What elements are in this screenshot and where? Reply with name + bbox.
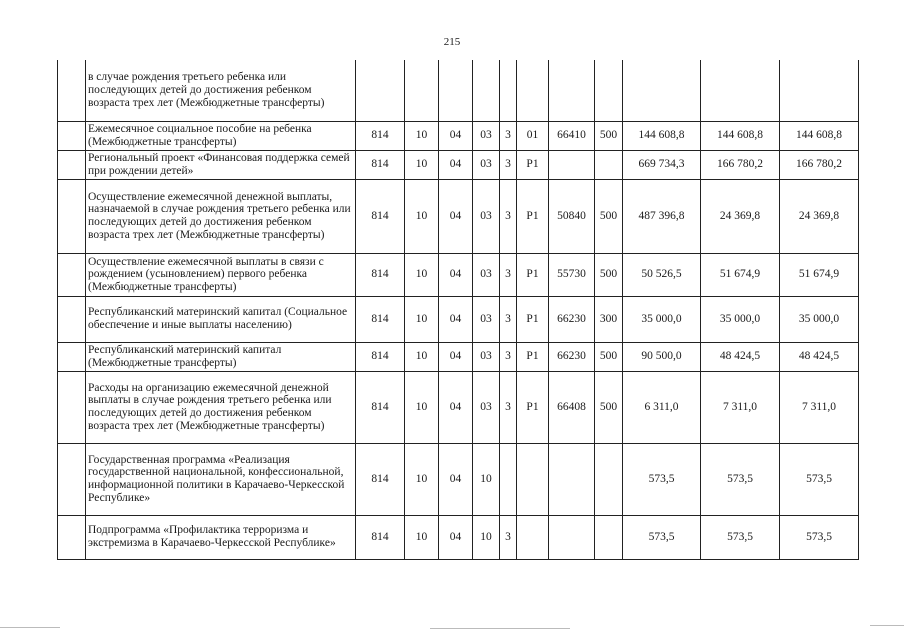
row-number-cell: [58, 60, 86, 121]
table-body: [58, 60, 859, 559]
expense-name-cell: Осуществление ежемесячной денежной выплаты, назначаемой в случае рождения третьего ребенка или последующих детей до достижения ребенком возраста трех лет (Межбюджетные трансферты): [86, 179, 356, 253]
code-cs-project-cell: P1: [517, 296, 549, 342]
code-rz-cell: 10: [405, 179, 439, 253]
code-cs-program-cell: 03: [473, 296, 500, 342]
code-cs-program-cell: 03: [473, 179, 500, 253]
code-cs-direction-cell: [549, 150, 595, 179]
code-cs-project-cell: [517, 60, 549, 121]
table-row: [58, 515, 859, 559]
row-number-cell: [58, 296, 86, 342]
expense-name-cell: Региональный проект «Финансовая поддержка семей при рождении детей»: [86, 150, 356, 179]
amount-year-2-cell: 35 000,0: [701, 296, 780, 342]
code-cs-direction-cell: 66230: [549, 342, 595, 371]
code-cs-project-cell: [517, 515, 549, 559]
code-gr-cell: 814: [356, 342, 405, 371]
expense-name-cell: в случае рождения третьего ребенка или последующих детей до достижения ребенком возраста трех лет (Межбюджетные трансферты): [86, 60, 356, 121]
code-cs-direction-cell: [549, 60, 595, 121]
table-row: [58, 179, 859, 253]
table-row: [58, 342, 859, 371]
scan-edge-line: [430, 628, 570, 629]
code-cs-subprogram-cell: 3: [500, 121, 517, 150]
code-pr-cell: 04: [439, 296, 473, 342]
code-rz-cell: 10: [405, 371, 439, 443]
code-cs-project-cell: P1: [517, 342, 549, 371]
code-gr-cell: 814: [356, 371, 405, 443]
page-number: 215: [443, 36, 461, 48]
amount-year-2-cell: 573,5: [701, 515, 780, 559]
row-number-cell: [58, 253, 86, 296]
expense-name-cell: Ежемесячное социальное пособие на ребенка (Межбюджетные трансферты): [86, 121, 356, 150]
amount-year-1-cell: 6 311,0: [623, 371, 701, 443]
code-rz-cell: 10: [405, 253, 439, 296]
code-cs-direction-cell: [549, 443, 595, 515]
amount-year-1-cell: 669 734,3: [623, 150, 701, 179]
row-number-cell: [58, 121, 86, 150]
scan-edge-line: [0, 627, 60, 628]
code-pr-cell: 04: [439, 121, 473, 150]
amount-year-2-cell: 166 780,2: [701, 150, 780, 179]
row-number-cell: [58, 443, 86, 515]
code-cs-program-cell: 03: [473, 371, 500, 443]
code-cs-subprogram-cell: [500, 443, 517, 515]
amount-year-3-cell: 48 424,5: [780, 342, 859, 371]
code-cs-direction-cell: 66410: [549, 121, 595, 150]
code-rz-cell: 10: [405, 121, 439, 150]
code-vr-cell: [595, 150, 623, 179]
row-number-cell: [58, 179, 86, 253]
amount-year-2-cell: 573,5: [701, 443, 780, 515]
code-pr-cell: 04: [439, 179, 473, 253]
code-pr-cell: 04: [439, 150, 473, 179]
code-cs-direction-cell: 66230: [549, 296, 595, 342]
code-cs-project-cell: 01: [517, 121, 549, 150]
amount-year-1-cell: 573,5: [623, 515, 701, 559]
code-cs-subprogram-cell: 3: [500, 150, 517, 179]
code-gr-cell: 814: [356, 253, 405, 296]
code-vr-cell: 500: [595, 371, 623, 443]
code-cs-program-cell: [473, 60, 500, 121]
table-row: [58, 253, 859, 296]
code-cs-program-cell: 03: [473, 150, 500, 179]
scan-edge-line: [870, 625, 904, 626]
amount-year-3-cell: 24 369,8: [780, 179, 859, 253]
row-number-cell: [58, 515, 86, 559]
code-rz-cell: 10: [405, 150, 439, 179]
code-vr-cell: [595, 515, 623, 559]
code-pr-cell: 04: [439, 515, 473, 559]
code-cs-program-cell: 03: [473, 121, 500, 150]
code-rz-cell: 10: [405, 342, 439, 371]
code-cs-direction-cell: 55730: [549, 253, 595, 296]
amount-year-3-cell: [780, 60, 859, 121]
expense-name-cell: Республиканский материнский капитал (Социальное обеспечение и иные выплаты населению): [86, 296, 356, 342]
table-row: [58, 371, 859, 443]
amount-year-3-cell: 144 608,8: [780, 121, 859, 150]
code-cs-project-cell: P1: [517, 371, 549, 443]
row-number-cell: [58, 342, 86, 371]
code-gr-cell: [356, 60, 405, 121]
code-vr-cell: 500: [595, 253, 623, 296]
amount-year-2-cell: 7 311,0: [701, 371, 780, 443]
amount-year-3-cell: 51 674,9: [780, 253, 859, 296]
code-cs-subprogram-cell: 3: [500, 342, 517, 371]
code-cs-subprogram-cell: 3: [500, 179, 517, 253]
code-vr-cell: 300: [595, 296, 623, 342]
amount-year-1-cell: 50 526,5: [623, 253, 701, 296]
amount-year-1-cell: 90 500,0: [623, 342, 701, 371]
amount-year-3-cell: 35 000,0: [780, 296, 859, 342]
amount-year-1-cell: 35 000,0: [623, 296, 701, 342]
code-pr-cell: 04: [439, 371, 473, 443]
amount-year-2-cell: 51 674,9: [701, 253, 780, 296]
amount-year-2-cell: 48 424,5: [701, 342, 780, 371]
code-vr-cell: [595, 443, 623, 515]
amount-year-2-cell: [701, 60, 780, 121]
code-gr-cell: 814: [356, 150, 405, 179]
amount-year-2-cell: 24 369,8: [701, 179, 780, 253]
expense-name-cell: Подпрограмма «Профилактика терроризма и экстремизма в Карачаево-Черкесской Республике»: [86, 515, 356, 559]
amount-year-3-cell: 573,5: [780, 515, 859, 559]
code-cs-project-cell: P1: [517, 253, 549, 296]
code-cs-program-cell: 03: [473, 253, 500, 296]
code-cs-program-cell: 03: [473, 342, 500, 371]
code-gr-cell: 814: [356, 443, 405, 515]
code-vr-cell: [595, 60, 623, 121]
code-cs-project-cell: P1: [517, 150, 549, 179]
code-pr-cell: [439, 60, 473, 121]
code-cs-direction-cell: 50840: [549, 179, 595, 253]
code-cs-project-cell: [517, 443, 549, 515]
table-row: [58, 443, 859, 515]
code-rz-cell: 10: [405, 296, 439, 342]
expense-name-cell: Осуществление ежемесячной выплаты в связи с рождением (усыновлением) первого ребенка (Межбюджетные трансферты): [86, 253, 356, 296]
amount-year-3-cell: 7 311,0: [780, 371, 859, 443]
code-gr-cell: 814: [356, 121, 405, 150]
amount-year-1-cell: [623, 60, 701, 121]
code-cs-direction-cell: 66408: [549, 371, 595, 443]
row-number-cell: [58, 371, 86, 443]
table-row: [58, 150, 859, 179]
code-rz-cell: 10: [405, 443, 439, 515]
table-row: [58, 60, 859, 121]
code-cs-project-cell: P1: [517, 179, 549, 253]
code-rz-cell: [405, 60, 439, 121]
code-cs-subprogram-cell: 3: [500, 253, 517, 296]
budget-table: [57, 60, 859, 560]
code-cs-subprogram-cell: [500, 60, 517, 121]
code-gr-cell: 814: [356, 515, 405, 559]
code-pr-cell: 04: [439, 342, 473, 371]
code-vr-cell: 500: [595, 179, 623, 253]
code-rz-cell: 10: [405, 515, 439, 559]
code-vr-cell: 500: [595, 342, 623, 371]
code-cs-subprogram-cell: 3: [500, 296, 517, 342]
table-row: [58, 296, 859, 342]
expense-name-cell: Республиканский материнский капитал (Межбюджетные трансферты): [86, 342, 356, 371]
code-cs-subprogram-cell: 3: [500, 515, 517, 559]
amount-year-2-cell: 144 608,8: [701, 121, 780, 150]
code-gr-cell: 814: [356, 179, 405, 253]
row-number-cell: [58, 150, 86, 179]
code-cs-program-cell: 10: [473, 515, 500, 559]
code-cs-program-cell: 10: [473, 443, 500, 515]
expense-name-cell: Расходы на организацию ежемесячной денежной выплаты в случае рождения третьего ребенка или последующих детей до достижения ребенком возраста трех лет (Межбюджетные трансферты): [86, 371, 356, 443]
amount-year-3-cell: 166 780,2: [780, 150, 859, 179]
code-cs-direction-cell: [549, 515, 595, 559]
expense-name-cell: Государственная программа «Реализация государственной национальной, конфессиональной, информационной политики в Карачаево-Черкесской Республике»: [86, 443, 356, 515]
code-cs-subprogram-cell: 3: [500, 371, 517, 443]
amount-year-1-cell: 487 396,8: [623, 179, 701, 253]
code-vr-cell: 500: [595, 121, 623, 150]
amount-year-1-cell: 144 608,8: [623, 121, 701, 150]
table-row: [58, 121, 859, 150]
code-gr-cell: 814: [356, 296, 405, 342]
amount-year-1-cell: 573,5: [623, 443, 701, 515]
amount-year-3-cell: 573,5: [780, 443, 859, 515]
code-pr-cell: 04: [439, 253, 473, 296]
code-pr-cell: 04: [439, 443, 473, 515]
